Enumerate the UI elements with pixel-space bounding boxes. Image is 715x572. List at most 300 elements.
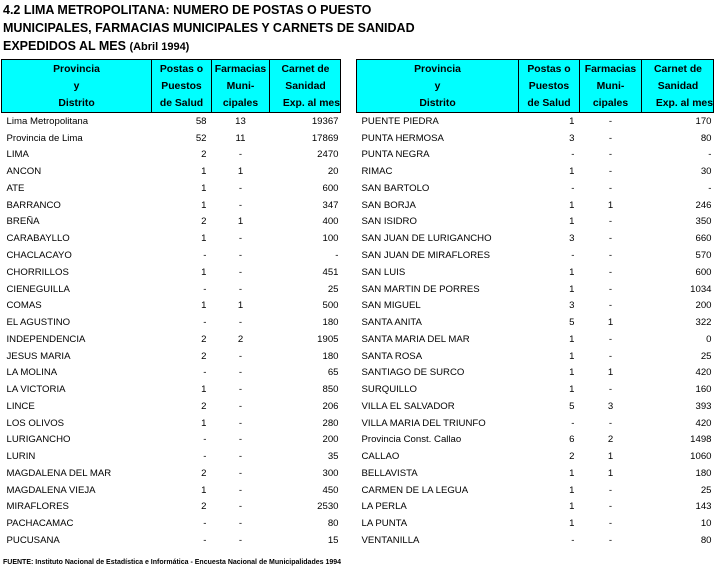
table-row	[357, 130, 714, 147]
carnet-cell: 180	[322, 350, 339, 362]
table-row	[2, 230, 341, 247]
table-row	[2, 482, 341, 499]
district-name-cell: BARRANCO	[6, 199, 61, 211]
carnet-cell: 1498	[690, 434, 712, 446]
table-row	[357, 398, 714, 415]
district-name-cell: Provincia Const. Callao	[361, 434, 462, 446]
header-carnet-line3: Exp. al mes	[655, 97, 713, 109]
header-provincia-line1: Provincia	[414, 63, 461, 75]
carnet-cell: 200	[322, 434, 339, 446]
header-farmacias-line1: Farmacias	[584, 63, 637, 75]
carnet-cell: 350	[695, 216, 712, 228]
district-name-cell: SAN MARTIN DE PORRES	[361, 283, 480, 295]
district-name-cell: Lima Metropolitana	[6, 115, 89, 127]
district-name-cell: LURIN	[6, 451, 36, 463]
carnet-cell: 10	[700, 518, 712, 530]
postas-cell: -	[571, 250, 575, 261]
table-row	[2, 197, 341, 214]
header-carnet	[270, 60, 341, 113]
title-line-2: MUNICIPALES, FARMACIAS MUNICIPALES Y CARNETS DE SANIDAD	[3, 21, 415, 35]
table-row	[2, 163, 341, 180]
postas-cell: -	[571, 182, 575, 194]
postas-cell: 52	[195, 132, 207, 144]
table-row	[357, 230, 714, 247]
right-table-header	[357, 60, 714, 113]
farmacias-cell: -	[238, 384, 243, 396]
table-row	[2, 147, 341, 164]
farmacias-cell: -	[238, 434, 243, 446]
postas-cell: -	[203, 250, 207, 261]
header-provincia-line2: y	[73, 80, 80, 92]
carnet-cell: 20	[327, 166, 339, 178]
table-row	[357, 482, 714, 499]
farmacias-cell: 1	[607, 451, 614, 463]
table-row	[357, 297, 714, 314]
district-name-cell: LIMA	[6, 149, 29, 161]
carnet-cell: -	[708, 149, 712, 161]
district-name-cell: COMAS	[6, 300, 42, 312]
district-name-cell: MAGDALENA DEL MAR	[6, 467, 112, 479]
district-name-cell: JESUS MARIA	[6, 350, 71, 362]
district-name-cell: SAN BARTOLO	[361, 182, 430, 194]
carnet-cell: 170	[695, 115, 712, 127]
postas-cell: 1	[569, 216, 575, 228]
table-row	[2, 415, 341, 432]
header-carnet-line1: Carnet de	[281, 63, 330, 75]
carnet-cell: 850	[322, 384, 339, 396]
farmacias-cell: 1	[607, 367, 614, 379]
district-name-cell: PUNTA NEGRA	[361, 149, 430, 161]
header-postas-line2: Puestos	[161, 80, 202, 92]
postas-cell: 2	[201, 333, 207, 345]
district-name-cell: SAN JUAN DE MIRAFLORES	[361, 250, 490, 261]
farmacias-cell: -	[608, 333, 613, 345]
table-row	[2, 448, 341, 465]
table-row	[2, 264, 341, 281]
carnet-cell: 30	[700, 166, 712, 178]
title-line-3	[3, 37, 703, 56]
table-row	[357, 314, 714, 331]
carnet-cell: 300	[322, 467, 339, 479]
carnet-cell: 0	[706, 333, 712, 345]
table-row	[2, 297, 341, 314]
farmacias-cell: -	[238, 451, 243, 463]
carnet-cell: 393	[695, 400, 712, 412]
header-farmacias-line2: Muni-	[226, 80, 255, 92]
postas-cell: 2	[201, 501, 207, 513]
carnet-cell: 280	[322, 417, 339, 429]
farmacias-cell: -	[608, 384, 613, 396]
carnet-cell: 450	[322, 484, 339, 496]
farmacias-cell: -	[608, 250, 613, 261]
postas-cell: 1	[569, 115, 575, 127]
postas-cell: 2	[201, 400, 207, 412]
district-name-cell: LA MOLINA	[6, 367, 58, 379]
district-name-cell: CHORRILLOS	[6, 266, 69, 278]
postas-cell: -	[203, 451, 207, 463]
table-row	[357, 381, 714, 398]
farmacias-cell: -	[238, 367, 243, 379]
district-name-cell: PUNTA HERMOSA	[361, 132, 444, 144]
farmacias-cell: 2	[607, 434, 614, 446]
postas-cell: -	[203, 518, 207, 530]
table-row	[357, 432, 714, 449]
farmacias-cell: -	[238, 400, 243, 412]
farmacias-cell: -	[608, 115, 613, 127]
postas-cell: -	[203, 434, 207, 446]
carnet-cell: 1905	[317, 333, 339, 345]
farmacias-cell: 1	[237, 216, 244, 228]
postas-cell: 1	[569, 283, 575, 295]
table-row	[2, 247, 341, 264]
district-name-cell: LOS OLIVOS	[6, 417, 65, 429]
document-title	[3, 1, 703, 56]
table-row	[357, 515, 714, 532]
postas-cell: -	[571, 417, 575, 429]
carnet-cell: 420	[695, 367, 712, 379]
table-row	[2, 515, 341, 532]
table-row	[2, 364, 341, 381]
farmacias-cell: -	[608, 501, 613, 513]
district-name-cell: SANTA ROSA	[361, 350, 423, 362]
carnet-cell: 180	[695, 467, 712, 479]
header-postas-line3: de Salud	[159, 97, 204, 109]
district-name-cell: VILLA MARIA DEL TRIUNFO	[361, 417, 486, 429]
table-row	[2, 314, 341, 331]
table-row	[357, 348, 714, 365]
district-name-cell: PUCUSANA	[6, 535, 60, 547]
postas-cell: 1	[569, 467, 575, 479]
carnet-cell: 570	[695, 250, 712, 261]
carnet-cell: -	[335, 250, 339, 261]
farmacias-cell: -	[608, 216, 613, 228]
table-row	[357, 197, 714, 214]
district-name-cell: ANCON	[6, 166, 42, 178]
district-name-cell: PUENTE PIEDRA	[361, 115, 439, 127]
farmacias-cell: -	[238, 417, 243, 429]
postas-cell: 2	[569, 451, 575, 463]
farmacias-cell: -	[608, 233, 613, 245]
district-name-cell: LA PERLA	[361, 501, 407, 513]
farmacias-cell: -	[238, 233, 243, 245]
farmacias-cell: 1	[237, 166, 244, 178]
header-postas-line1: Postas o	[527, 63, 571, 75]
table-row	[357, 214, 714, 231]
carnet-cell: 2470	[317, 149, 339, 161]
carnet-cell: 25	[327, 283, 339, 295]
carnet-cell: 143	[695, 501, 712, 513]
table-row	[357, 180, 714, 197]
district-name-cell: SAN LUIS	[361, 266, 406, 278]
carnet-cell: 80	[327, 518, 339, 530]
postas-cell: 1	[569, 384, 575, 396]
carnet-cell: 100	[322, 233, 339, 245]
title-line-3-main: EXPEDIDOS AL MES	[3, 39, 126, 53]
postas-cell: 2	[201, 216, 207, 228]
postas-cell: 3	[569, 132, 575, 144]
farmacias-cell: -	[608, 166, 613, 178]
postas-cell: 1	[201, 199, 207, 211]
postas-cell: -	[571, 535, 575, 547]
district-name-cell: LA PUNTA	[361, 518, 408, 530]
postas-cell: -	[203, 367, 207, 379]
carnet-cell: 35	[327, 451, 339, 463]
header-provincia-distrito	[2, 60, 152, 113]
farmacias-cell: -	[608, 350, 613, 362]
farmacias-cell: -	[238, 199, 243, 211]
carnet-cell: 347	[322, 199, 339, 211]
postas-cell: 5	[569, 400, 575, 412]
table-row	[357, 281, 714, 298]
table-row	[2, 432, 341, 449]
header-provincia-line3: Distrito	[58, 97, 95, 109]
postas-cell: 1	[201, 300, 207, 312]
farmacias-cell: 1	[607, 467, 614, 479]
district-name-cell: BREÑA	[6, 216, 40, 228]
farmacias-cell: 2	[237, 333, 244, 345]
district-name-cell: SAN BORJA	[361, 199, 416, 211]
farmacias-cell: -	[608, 182, 613, 194]
farmacias-cell: -	[608, 266, 613, 278]
carnet-cell: 2530	[317, 501, 339, 513]
district-name-cell: RIMAC	[361, 166, 393, 178]
postas-cell: 5	[569, 317, 575, 329]
postas-cell: 1	[569, 501, 575, 513]
carnet-cell: 80	[700, 535, 712, 547]
district-name-cell: INDEPENDENCIA	[6, 333, 86, 345]
postas-cell: 2	[201, 149, 207, 161]
table-row	[2, 214, 341, 231]
district-name-cell: SAN ISIDRO	[361, 216, 417, 228]
postas-cell: 1	[569, 484, 575, 496]
district-name-cell: CIENEGUILLA	[6, 283, 70, 295]
carnet-cell: 180	[322, 317, 339, 329]
farmacias-cell: -	[238, 535, 243, 547]
district-name-cell: VENTANILLA	[361, 535, 420, 547]
header-provincia-distrito	[357, 60, 519, 113]
header-carnet-line2: Sanidad	[657, 80, 699, 92]
district-name-cell: EL AGUSTINO	[6, 317, 71, 329]
farmacias-cell: -	[238, 149, 243, 161]
district-name-cell: LURIGANCHO	[6, 434, 71, 446]
table-row	[357, 147, 714, 164]
postas-cell: 1	[569, 367, 575, 379]
header-provincia-line2: y	[434, 80, 441, 92]
farmacias-cell: -	[608, 518, 613, 530]
farmacias-cell: -	[608, 149, 613, 161]
table-row	[2, 281, 341, 298]
table-row	[357, 113, 714, 130]
header-postas	[152, 60, 212, 113]
farmacias-cell: -	[238, 250, 243, 261]
district-name-cell: SAN MIGUEL	[361, 300, 421, 312]
carnet-cell: 17869	[311, 132, 339, 144]
postas-cell: 2	[201, 467, 207, 479]
carnet-cell: 400	[322, 216, 339, 228]
district-name-cell: BELLAVISTA	[361, 467, 418, 479]
farmacias-cell: -	[238, 283, 243, 295]
title-line-3-period: (Abril 1994)	[129, 41, 190, 53]
district-name-cell: CHACLACAYO	[6, 250, 72, 261]
farmacias-cell: -	[608, 283, 613, 295]
header-postas-line2: Puestos	[528, 80, 570, 92]
district-name-cell: SANTA ANITA	[361, 317, 422, 329]
header-carnet-line1: Carnet de	[654, 63, 702, 75]
carnet-cell: 65	[327, 367, 339, 379]
farmacias-cell: -	[238, 266, 243, 278]
farmacias-cell: 11	[235, 132, 246, 144]
carnet-cell: 206	[322, 400, 339, 412]
district-name-cell: PACHACAMAC	[6, 518, 74, 530]
carnet-cell: 500	[322, 300, 339, 312]
header-farmacias-line1: Farmacias	[214, 63, 267, 75]
district-name-cell: SANTIAGO DE SURCO	[361, 367, 465, 379]
right-data-table	[356, 59, 714, 549]
postas-cell: 1	[569, 166, 575, 178]
farmacias-cell: -	[608, 417, 613, 429]
header-farmacias-line3: cipales	[592, 97, 629, 109]
carnet-cell: 660	[695, 233, 712, 245]
postas-cell: 1	[201, 233, 207, 245]
carnet-cell: 600	[695, 266, 712, 278]
carnet-cell: 25	[700, 350, 712, 362]
postas-cell: 1	[569, 518, 575, 530]
table-row	[2, 130, 341, 147]
postas-cell: -	[203, 283, 207, 295]
header-provincia-line3: Distrito	[419, 97, 456, 109]
left-data-table	[1, 59, 341, 549]
postas-cell: -	[571, 149, 575, 161]
farmacias-cell: 1	[607, 317, 614, 329]
table-row	[357, 415, 714, 432]
postas-cell: 3	[569, 233, 575, 245]
postas-cell: 1	[201, 417, 207, 429]
postas-cell: 1	[569, 333, 575, 345]
table-row	[357, 163, 714, 180]
farmacias-cell: -	[238, 501, 243, 513]
postas-cell: 1	[201, 182, 207, 194]
postas-cell: 1	[201, 484, 207, 496]
left-table-header	[2, 60, 341, 113]
source-footnote: FUENTE: Instituto Nacional de Estadística e Informática - Encuesta Nacional de Municipalidades 1994	[3, 559, 342, 566]
postas-cell: 3	[569, 300, 575, 312]
table-row	[357, 264, 714, 281]
table-row	[357, 247, 714, 264]
district-name-cell: CARABAYLLO	[6, 233, 70, 245]
table-row	[2, 499, 341, 516]
carnet-cell: 600	[322, 182, 339, 194]
carnet-cell: 322	[695, 317, 712, 329]
district-name-cell: MIRAFLORES	[6, 501, 69, 513]
table-row	[2, 381, 341, 398]
farmacias-cell: -	[608, 132, 613, 144]
district-name-cell: LINCE	[6, 400, 35, 412]
farmacias-cell: 13	[235, 115, 246, 127]
farmacias-cell: 1	[607, 199, 614, 211]
farmacias-cell: -	[238, 467, 243, 479]
carnet-cell: 451	[322, 266, 339, 278]
header-postas-line3: de Salud	[527, 97, 571, 109]
header-carnet	[642, 60, 714, 113]
table-row	[357, 465, 714, 482]
table-row	[2, 180, 341, 197]
farmacias-cell: -	[238, 317, 243, 329]
carnet-cell: 1034	[690, 283, 712, 295]
header-provincia-line1: Provincia	[53, 63, 100, 75]
district-name-cell: SAN JUAN DE LURIGANCHO	[361, 233, 492, 245]
farmacias-cell: -	[238, 484, 243, 496]
header-farmacias	[212, 60, 270, 113]
farmacias-cell: -	[608, 535, 613, 547]
postas-cell: 6	[569, 434, 575, 446]
postas-cell: 1	[569, 199, 575, 211]
district-name-cell: CARMEN DE LA LEGUA	[361, 484, 469, 496]
header-farmacias	[580, 60, 642, 113]
postas-cell: 58	[195, 115, 207, 127]
carnet-cell: 246	[695, 199, 712, 211]
carnet-cell: 420	[695, 417, 712, 429]
district-name-cell: VILLA EL SALVADOR	[361, 400, 455, 412]
table-row	[2, 532, 341, 549]
table-row	[2, 113, 341, 130]
district-name-cell: LA VICTORIA	[6, 384, 66, 396]
table-row	[2, 331, 341, 348]
table-row	[2, 348, 341, 365]
farmacias-cell: -	[238, 182, 243, 194]
farmacias-cell: -	[238, 350, 243, 362]
header-postas	[519, 60, 580, 113]
farmacias-cell: 3	[607, 400, 614, 412]
postas-cell: 2	[201, 350, 207, 362]
farmacias-cell: -	[238, 518, 243, 530]
header-postas-line1: Postas o	[159, 63, 204, 75]
table-row	[2, 398, 341, 415]
postas-cell: -	[203, 535, 207, 547]
carnet-cell: 15	[327, 535, 339, 547]
right-table-body	[357, 113, 714, 549]
table-row	[357, 331, 714, 348]
postas-cell: 1	[201, 384, 207, 396]
carnet-cell: 80	[700, 132, 712, 144]
carnet-cell: 160	[695, 384, 712, 396]
left-table-body	[2, 113, 341, 549]
carnet-cell: 25	[700, 484, 712, 496]
title-line-1: 4.2 LIMA METROPOLITANA: NUMERO DE POSTAS O PUESTO	[3, 3, 372, 17]
district-name-cell: MAGDALENA VIEJA	[6, 484, 96, 496]
header-farmacias-line2: Muni-	[596, 80, 625, 92]
carnet-cell: 1060	[690, 451, 712, 463]
header-farmacias-line3: cipales	[222, 97, 259, 109]
district-name-cell: SURQUILLO	[361, 384, 417, 396]
postas-cell: 1	[569, 350, 575, 362]
carnet-cell: 19367	[311, 115, 339, 127]
postas-cell: -	[203, 317, 207, 329]
header-carnet-line2: Sanidad	[285, 80, 326, 92]
farmacias-cell: -	[608, 300, 613, 312]
district-name-cell: SANTA MARIA DEL MAR	[361, 333, 470, 345]
farmacias-cell: -	[608, 484, 613, 496]
table-row	[357, 364, 714, 381]
postas-cell: 1	[201, 166, 207, 178]
postas-cell: 1	[201, 266, 207, 278]
table-row	[357, 499, 714, 516]
district-name-cell: CALLAO	[361, 451, 400, 463]
header-carnet-line3: Exp. al mes	[282, 97, 340, 109]
carnet-cell: -	[708, 182, 712, 194]
table-row	[357, 532, 714, 549]
district-name-cell: Provincia de Lima	[6, 132, 83, 144]
district-name-cell: ATE	[6, 182, 25, 194]
